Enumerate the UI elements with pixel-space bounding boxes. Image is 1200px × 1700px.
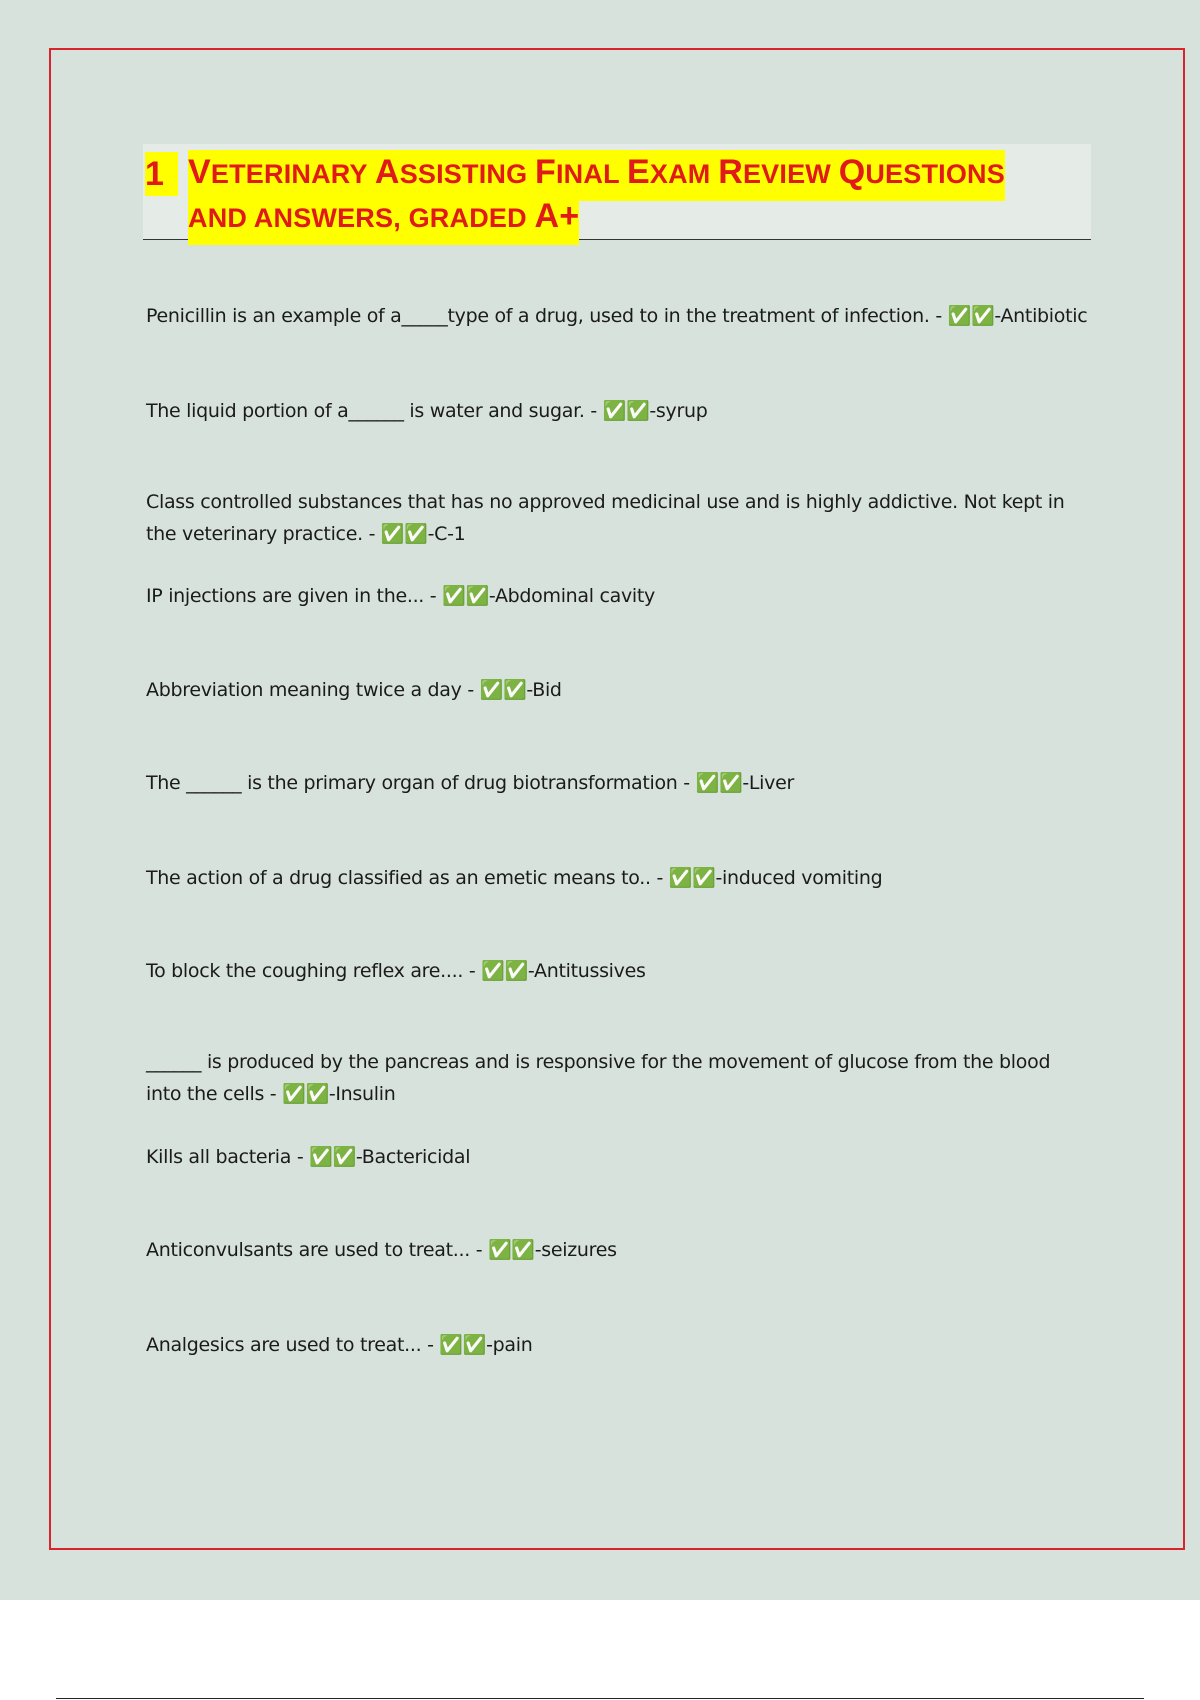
answer-text: -Insulin (328, 1083, 396, 1105)
answer-text: -Antibiotic (994, 305, 1088, 327)
question-text: Anticonvulsants are used to treat... - (146, 1239, 489, 1261)
heading-number: 1 (145, 152, 178, 196)
qa-item (146, 486, 1091, 550)
heading-title-segment: UESTIONS (865, 159, 1005, 189)
question-text: The action of a drug classified as an emetic means to.. - (146, 867, 669, 889)
qa-item (146, 1046, 1091, 1110)
double-check-icon: ✅✅ (488, 1239, 535, 1261)
double-check-icon: ✅✅ (442, 585, 489, 607)
answer-text: -syrup (649, 400, 708, 422)
heading-title-segment: ETERINARY (210, 159, 375, 189)
answer-text: -Bactericidal (355, 1146, 471, 1168)
double-check-icon: ✅✅ (439, 1334, 487, 1356)
question-text: The ______ is the primary organ of drug biotransformation - (146, 772, 696, 794)
qa-item (146, 862, 1091, 894)
page-border-frame (49, 48, 1185, 1550)
heading-title-segment: E (627, 153, 650, 191)
double-check-icon: ✅✅ (481, 960, 528, 982)
heading-title-segment: AND ANSWERS, GRADED (188, 203, 535, 233)
answer-text: -C-1 (427, 523, 466, 545)
qa-item (146, 1234, 1091, 1266)
qa-item (146, 395, 1091, 427)
question-text: The liquid portion of a______ is water and sugar. - (146, 400, 603, 422)
heading-title-segment: A+ (534, 197, 580, 235)
question-text: Kills all bacteria - (146, 1146, 310, 1168)
qa-item (146, 1329, 1091, 1361)
double-check-icon: ✅✅ (380, 523, 428, 545)
question-text: Analgesics are used to treat... - (146, 1334, 440, 1356)
heading-title-segment: XAM (649, 159, 719, 189)
heading-title-segment: Q (838, 153, 866, 191)
heading-title-segment: EVIEW (742, 159, 839, 189)
answer-text: -induced vomiting (715, 867, 883, 889)
double-check-icon: ✅✅ (309, 1146, 356, 1168)
question-text: To block the coughing reflex are.... - (146, 960, 482, 982)
double-check-icon: ✅✅ (282, 1083, 329, 1105)
qa-item (146, 767, 1091, 799)
heading-title-segment: A (374, 153, 400, 191)
document-heading (143, 144, 1091, 240)
double-check-icon: ✅✅ (479, 679, 527, 701)
question-text: ______ is produced by the pancreas and is responsive for the movement of glucose from the blood into the cells - (146, 1051, 1051, 1105)
heading-title-line-2 (188, 194, 579, 245)
question-text: Penicillin is an example of a_____type of a drug, used to in the treatment of infection. - (146, 305, 948, 327)
qa-item (146, 674, 1091, 706)
question-text: Abbreviation meaning twice a day - (146, 679, 480, 701)
answer-text: -Abdominal cavity (488, 585, 655, 607)
double-check-icon: ✅✅ (668, 867, 716, 889)
qa-item (146, 300, 1091, 332)
question-text: Class controlled substances that has no approved medicinal use and is highly addictive. Not kept in the veterinary practice. - (146, 491, 1065, 545)
answer-text: -Liver (742, 772, 794, 794)
heading-title-segment: R (718, 153, 743, 191)
heading-title-segment: V (188, 153, 211, 191)
heading-title-segment: SSISTING (399, 159, 536, 189)
question-text: IP injections are given in the... - (146, 585, 443, 607)
heading-title-segment: INAL (555, 159, 627, 189)
qa-item (146, 1141, 1091, 1173)
qa-item (146, 955, 1091, 987)
footer-divider (56, 1698, 1144, 1699)
double-check-icon: ✅✅ (695, 772, 743, 794)
double-check-icon: ✅✅ (947, 305, 995, 327)
answer-text: -seizures (534, 1239, 617, 1261)
qa-item (146, 580, 1091, 612)
answer-text: -pain (486, 1334, 533, 1356)
answer-text: -Antitussives (527, 960, 646, 982)
heading-title-segment: F (535, 153, 556, 191)
double-check-icon: ✅✅ (602, 400, 650, 422)
answer-text: -Bid (526, 679, 562, 701)
